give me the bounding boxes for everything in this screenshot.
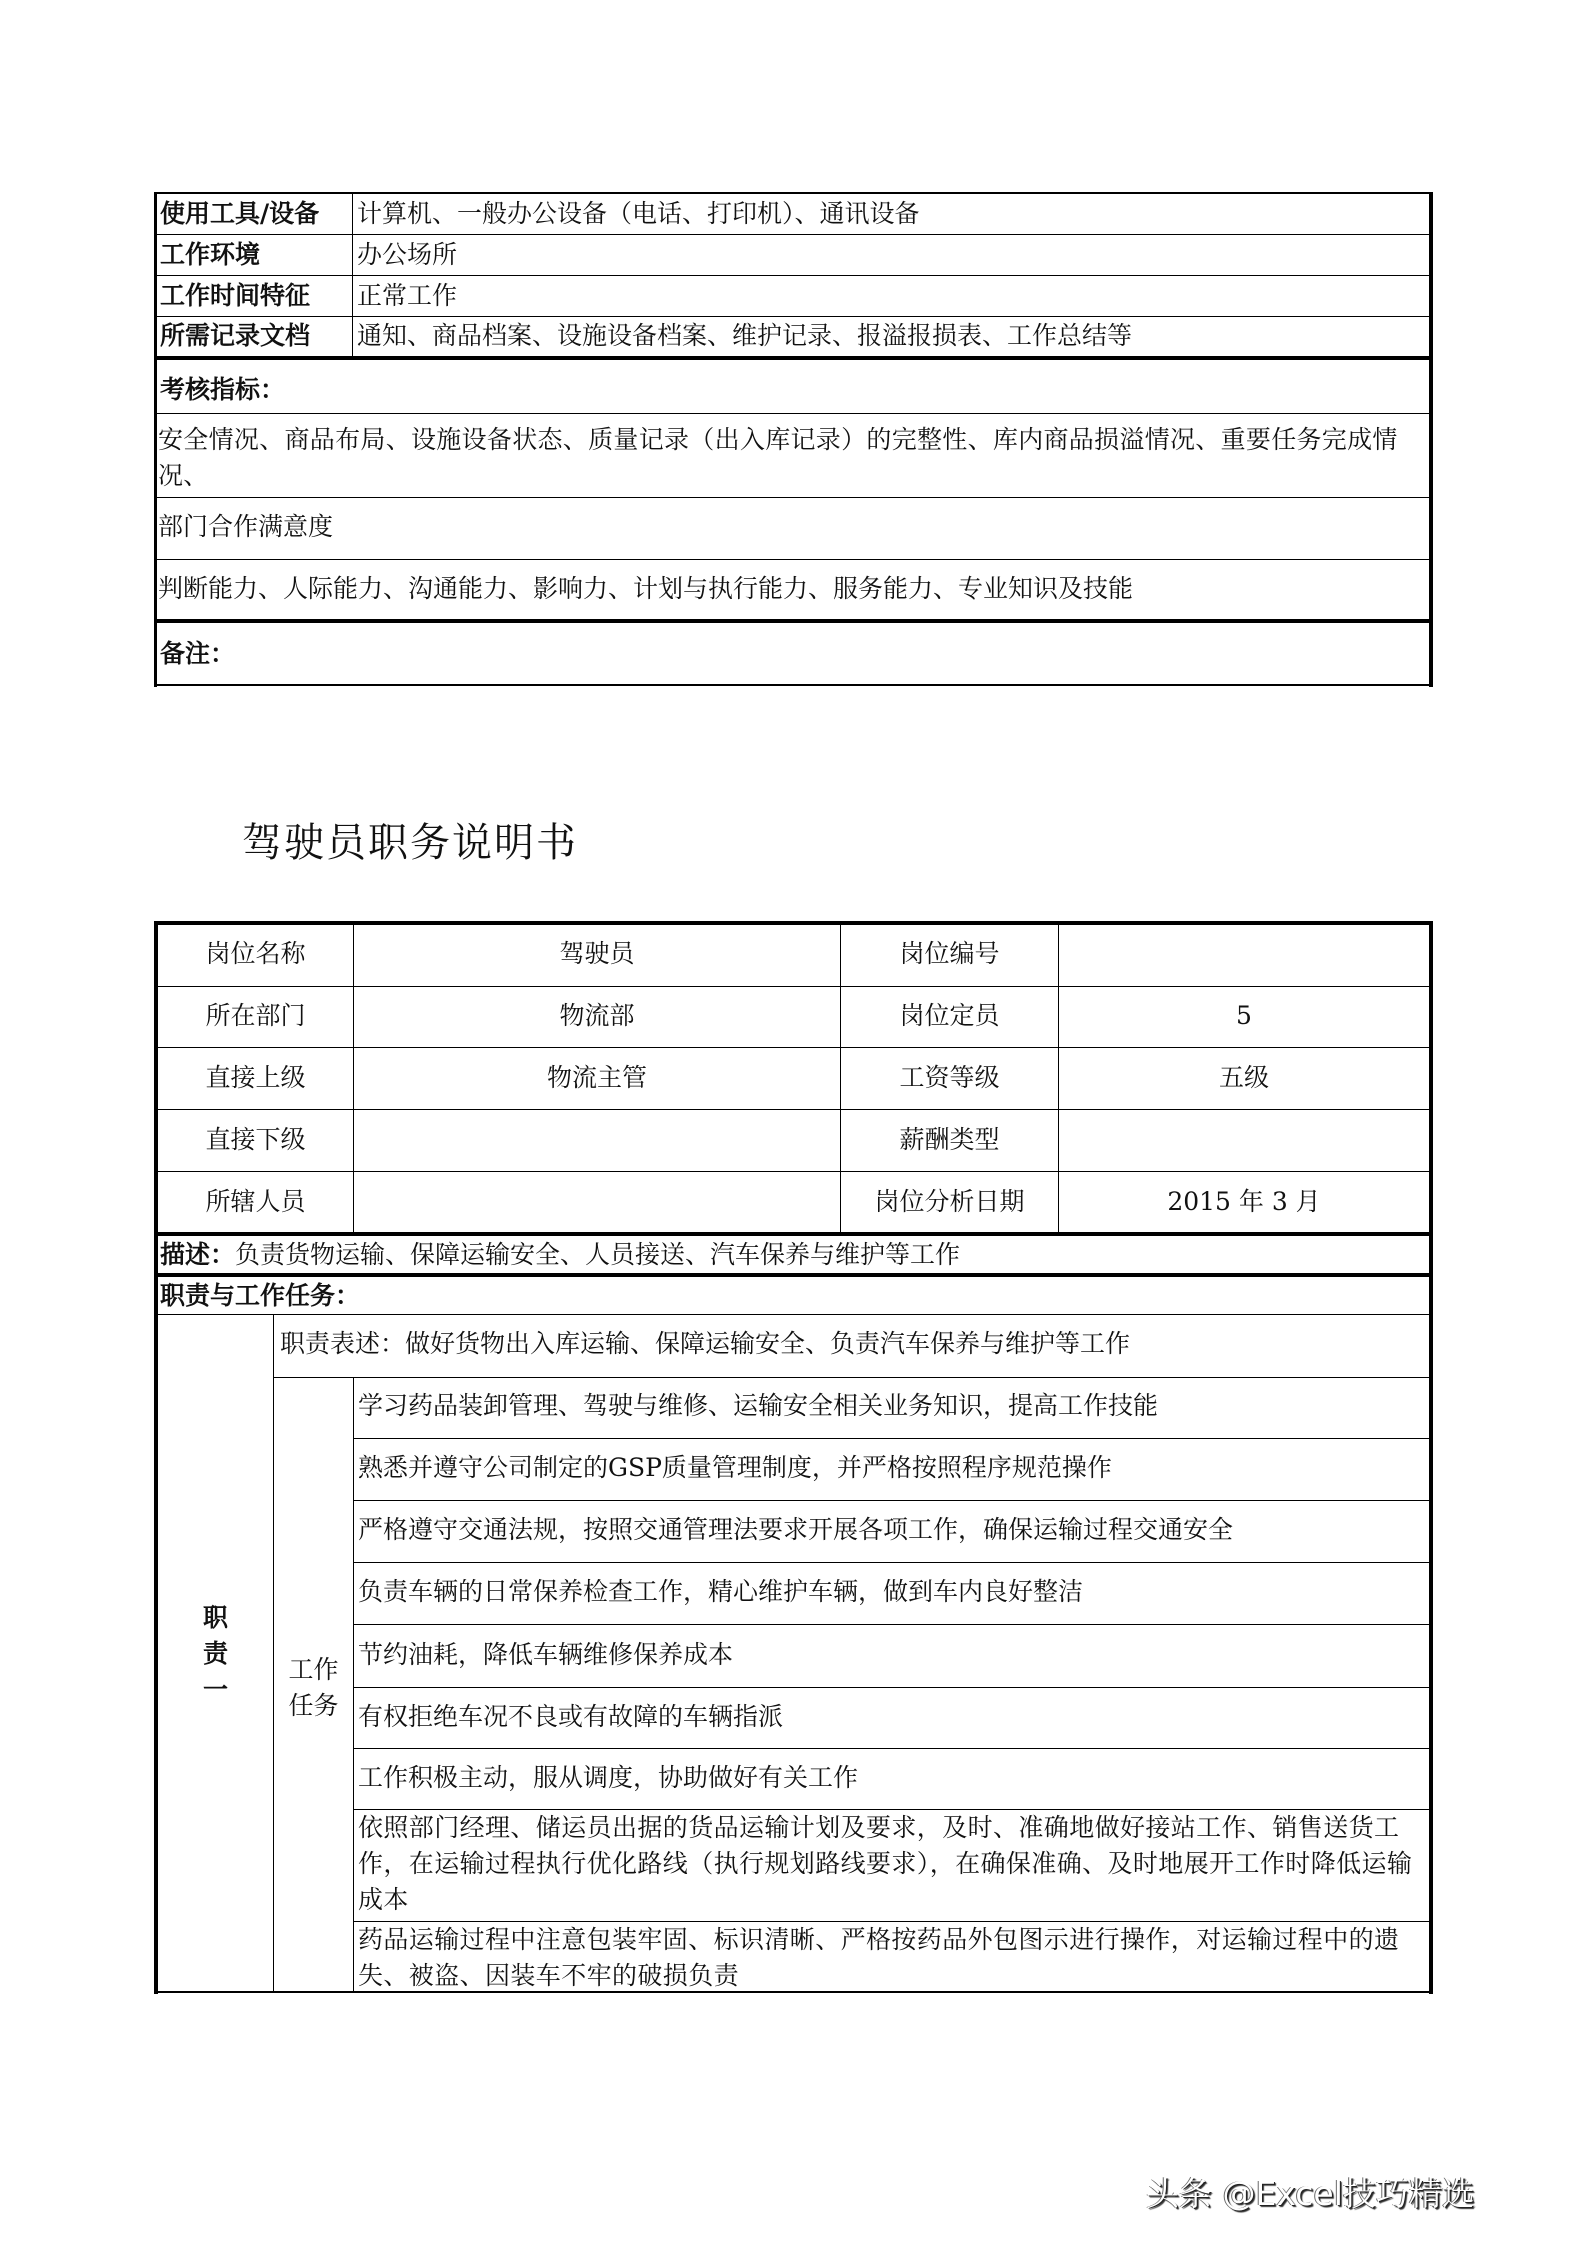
label-records: 所需记录文档 (160, 321, 311, 350)
document-title: 驾驶员职务说明书 (242, 820, 578, 866)
divider-thick (154, 1273, 1433, 1277)
table1-left-border (154, 192, 157, 687)
kpi-item: 安全情况、商品布局、设施设备状态、质量记录（出入库记录）的完整性、库内商品损溢情况、重要任务完成情况、 (158, 425, 1398, 490)
value-records: 通知、商品档案、设施设备档案、维护记录、报溢报损表、工作总结等 (357, 321, 1133, 350)
table2-top-border (154, 921, 1433, 925)
label-staff: 所辖人员 (205, 1187, 306, 1216)
label-environment: 工作环境 (160, 240, 261, 269)
divider (353, 1562, 1433, 1563)
label-position-name: 岗位名称 (205, 939, 306, 968)
divider (154, 986, 1433, 987)
label-tools: 使用工具/设备 (160, 199, 320, 228)
label-pay-type: 薪酬类型 (899, 1125, 1000, 1154)
value-salary-grade: 五级 (1218, 1063, 1269, 1092)
value-headcount: 5 (1236, 1001, 1252, 1030)
description-label: 描述： (160, 1240, 236, 1269)
table2-right-border (1429, 921, 1433, 1994)
divider-thick (154, 1232, 1433, 1236)
duties-header: 职责与工作任务： (160, 1281, 361, 1310)
description-row (160, 1240, 960, 1270)
task-item: 药品运输过程中注意包装牢固、标识清晰、严格按药品外包图示进行操作，对运输过程中的遗失、被盗、因装车不牢的破损负责 (358, 1925, 1400, 1990)
divider (353, 1748, 1433, 1749)
value-position-name: 驾驶员 (559, 939, 635, 968)
task-item: 依照部门经理、储运员出据的货品运输计划及要求，及时、准确地做好接站工作、销售送货工作，在运输过程执行优化路线（执行规划路线要求），在确保准确、及时地展开工作时降低运输成本 (358, 1813, 1413, 1914)
task-item: 节约油耗，降低车辆维修保养成本 (358, 1640, 734, 1669)
divider (154, 1109, 1433, 1110)
task-col-divider (353, 1377, 354, 1992)
duty-statement: 职责表述：做好货物出入库运输、保障运输安全、负责汽车保养与维护等工作 (280, 1329, 1131, 1358)
label-position-code: 岗位编号 (899, 939, 1000, 968)
label-analysis-date: 岗位分析日期 (874, 1187, 1025, 1216)
divider (154, 1171, 1433, 1172)
divider (273, 1377, 1433, 1378)
value-environment: 办公场所 (357, 240, 458, 269)
divider (154, 1314, 1433, 1315)
table1-right-border (1429, 192, 1433, 687)
table1-bottom-border (154, 684, 1433, 686)
tasks-label (274, 1652, 353, 1724)
label-direct-subordinate: 直接下级 (205, 1125, 306, 1154)
duty-group-char: 职 (202, 1603, 228, 1632)
value-analysis-date: 2015 年 3 月 (1167, 1187, 1321, 1216)
task-item: 有权拒绝车况不良或有故障的车辆指派 (358, 1702, 784, 1731)
label-headcount: 岗位定员 (899, 1001, 1000, 1030)
task-item: 严格遵守交通法规，按照交通管理法要求开展各项工作，确保运输过程交通安全 (358, 1515, 1234, 1544)
label-work-time: 工作时间特征 (160, 281, 311, 310)
divider (154, 413, 1433, 414)
description-text: 负责货物运输、保障运输安全、人员接送、汽车保养与维护等工作 (235, 1240, 961, 1269)
label-salary-grade: 工资等级 (899, 1063, 1000, 1092)
value-tools: 计算机、一般办公设备（电话、打印机）、通讯设备 (357, 199, 920, 228)
value-department: 物流部 (559, 1001, 635, 1030)
task-item: 学习药品装卸管理、驾驶与维修、运输安全相关业务知识，提高工作技能 (358, 1391, 1159, 1420)
divider (154, 275, 1433, 276)
watermark: 头条 @Excel技巧精选 (1146, 2174, 1475, 2213)
task-item: 负责车辆的日常保养检查工作，精心维护车辆，做到车内良好整洁 (358, 1577, 1084, 1606)
divider (353, 1687, 1433, 1688)
divider-thick (154, 619, 1433, 623)
value-direct-superior: 物流主管 (546, 1063, 647, 1092)
value-work-time: 正常工作 (357, 281, 458, 310)
label-department: 所在部门 (205, 1001, 306, 1030)
task-item: 熟悉并遵守公司制定的GSP质量管理制度，并严格按照程序规范操作 (358, 1453, 1112, 1482)
divider (353, 1500, 1433, 1501)
divider (154, 559, 1433, 560)
divider (353, 1624, 1433, 1625)
divider (154, 316, 1433, 317)
divider-thick (154, 356, 1433, 360)
divider (154, 497, 1433, 498)
remark-label: 备注： (160, 639, 236, 668)
duty-group-char: 责 (202, 1639, 228, 1668)
table1-top-border (154, 192, 1433, 194)
tasks-label-line: 任务 (288, 1691, 339, 1720)
divider (154, 234, 1433, 235)
divider (353, 1438, 1433, 1439)
tasks-label-line: 工作 (288, 1655, 339, 1684)
kpi-label: 考核指标： (160, 375, 286, 404)
label-direct-superior: 直接上级 (205, 1063, 306, 1092)
kpi-item: 部门合作满意度 (158, 512, 334, 541)
task-item: 工作积极主动，服从调度，协助做好有关工作 (358, 1763, 859, 1792)
duty-group-label (158, 1600, 273, 1708)
divider (154, 1047, 1433, 1048)
kpi-item: 判断能力、人际能力、沟通能力、影响力、计划与执行能力、服务能力、专业知识及技能 (158, 574, 1134, 603)
duty-group-char: 一 (202, 1675, 228, 1704)
